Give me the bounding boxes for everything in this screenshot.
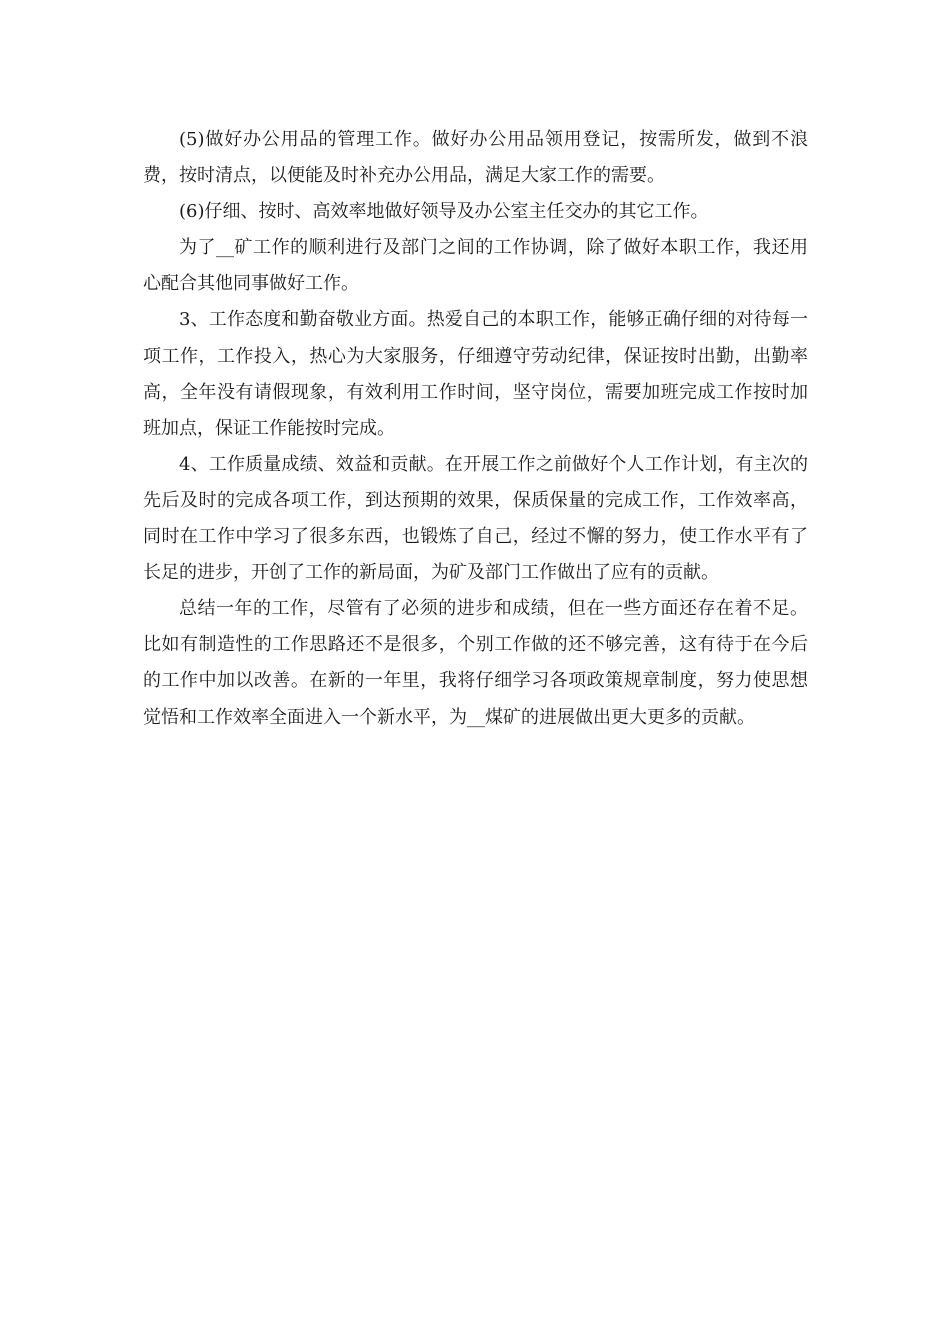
paragraph-summary: 总结一年的工作，尽管有了必须的进步和成绩，但在一些方面还存在着不足。比如有制造性的工作思路还不是很多，个别工作做的还不够完善，这有待于在今后的工作中加以改善。在新的一年里，我将仔细学习各项政策规章制度，努力使思想觉悟和工作效率全面进入一个新水平，为__煤矿的进展做出更大更多的贡献。	[143, 598, 808, 728]
paragraph-work-attitude: 3、工作态度和勤奋敬业方面。热爱自己的本职工作，能够正确仔细的对待每一项工作，工作投入，热心为大家服务，仔细遵守劳动纪律，保证按时出勤，出勤率高，全年没有请假现象，有效利用工作时间，坚守岗位，需要加班完成工作按时加班加点，保证工作能按时完成。	[143, 309, 808, 439]
paragraph-office-supplies: (5)做好办公用品的管理工作。做好办公用品领用登记，按需所发，做到不浪费，按时清点，以便能及时补充办公用品，满足大家工作的需要。	[143, 129, 808, 187]
document-body	[143, 122, 808, 736]
paragraph-work-quality: 4、工作质量成绩、效益和贡献。在开展工作之前做好个人工作计划，有主次的先后及时的完成各项工作，到达预期的效果，保质保量的完成工作，工作效率高，同时在工作中学习了很多东西，也锻炼了自己，经过不懈的努力，使工作水平有了长足的进步，开创了工作的新局面，为矿及部门工作做出了应有的贡献。	[143, 453, 808, 584]
paragraph-assigned-tasks: (6)仔细、按时、高效率地做好领导及办公室主任交办的其它工作。	[179, 201, 709, 223]
paragraph-coordination: 为了__矿工作的顺利进行及部门之间的工作协调，除了做好本职工作，我还用心配合其他同事做好工作。	[143, 237, 808, 295]
